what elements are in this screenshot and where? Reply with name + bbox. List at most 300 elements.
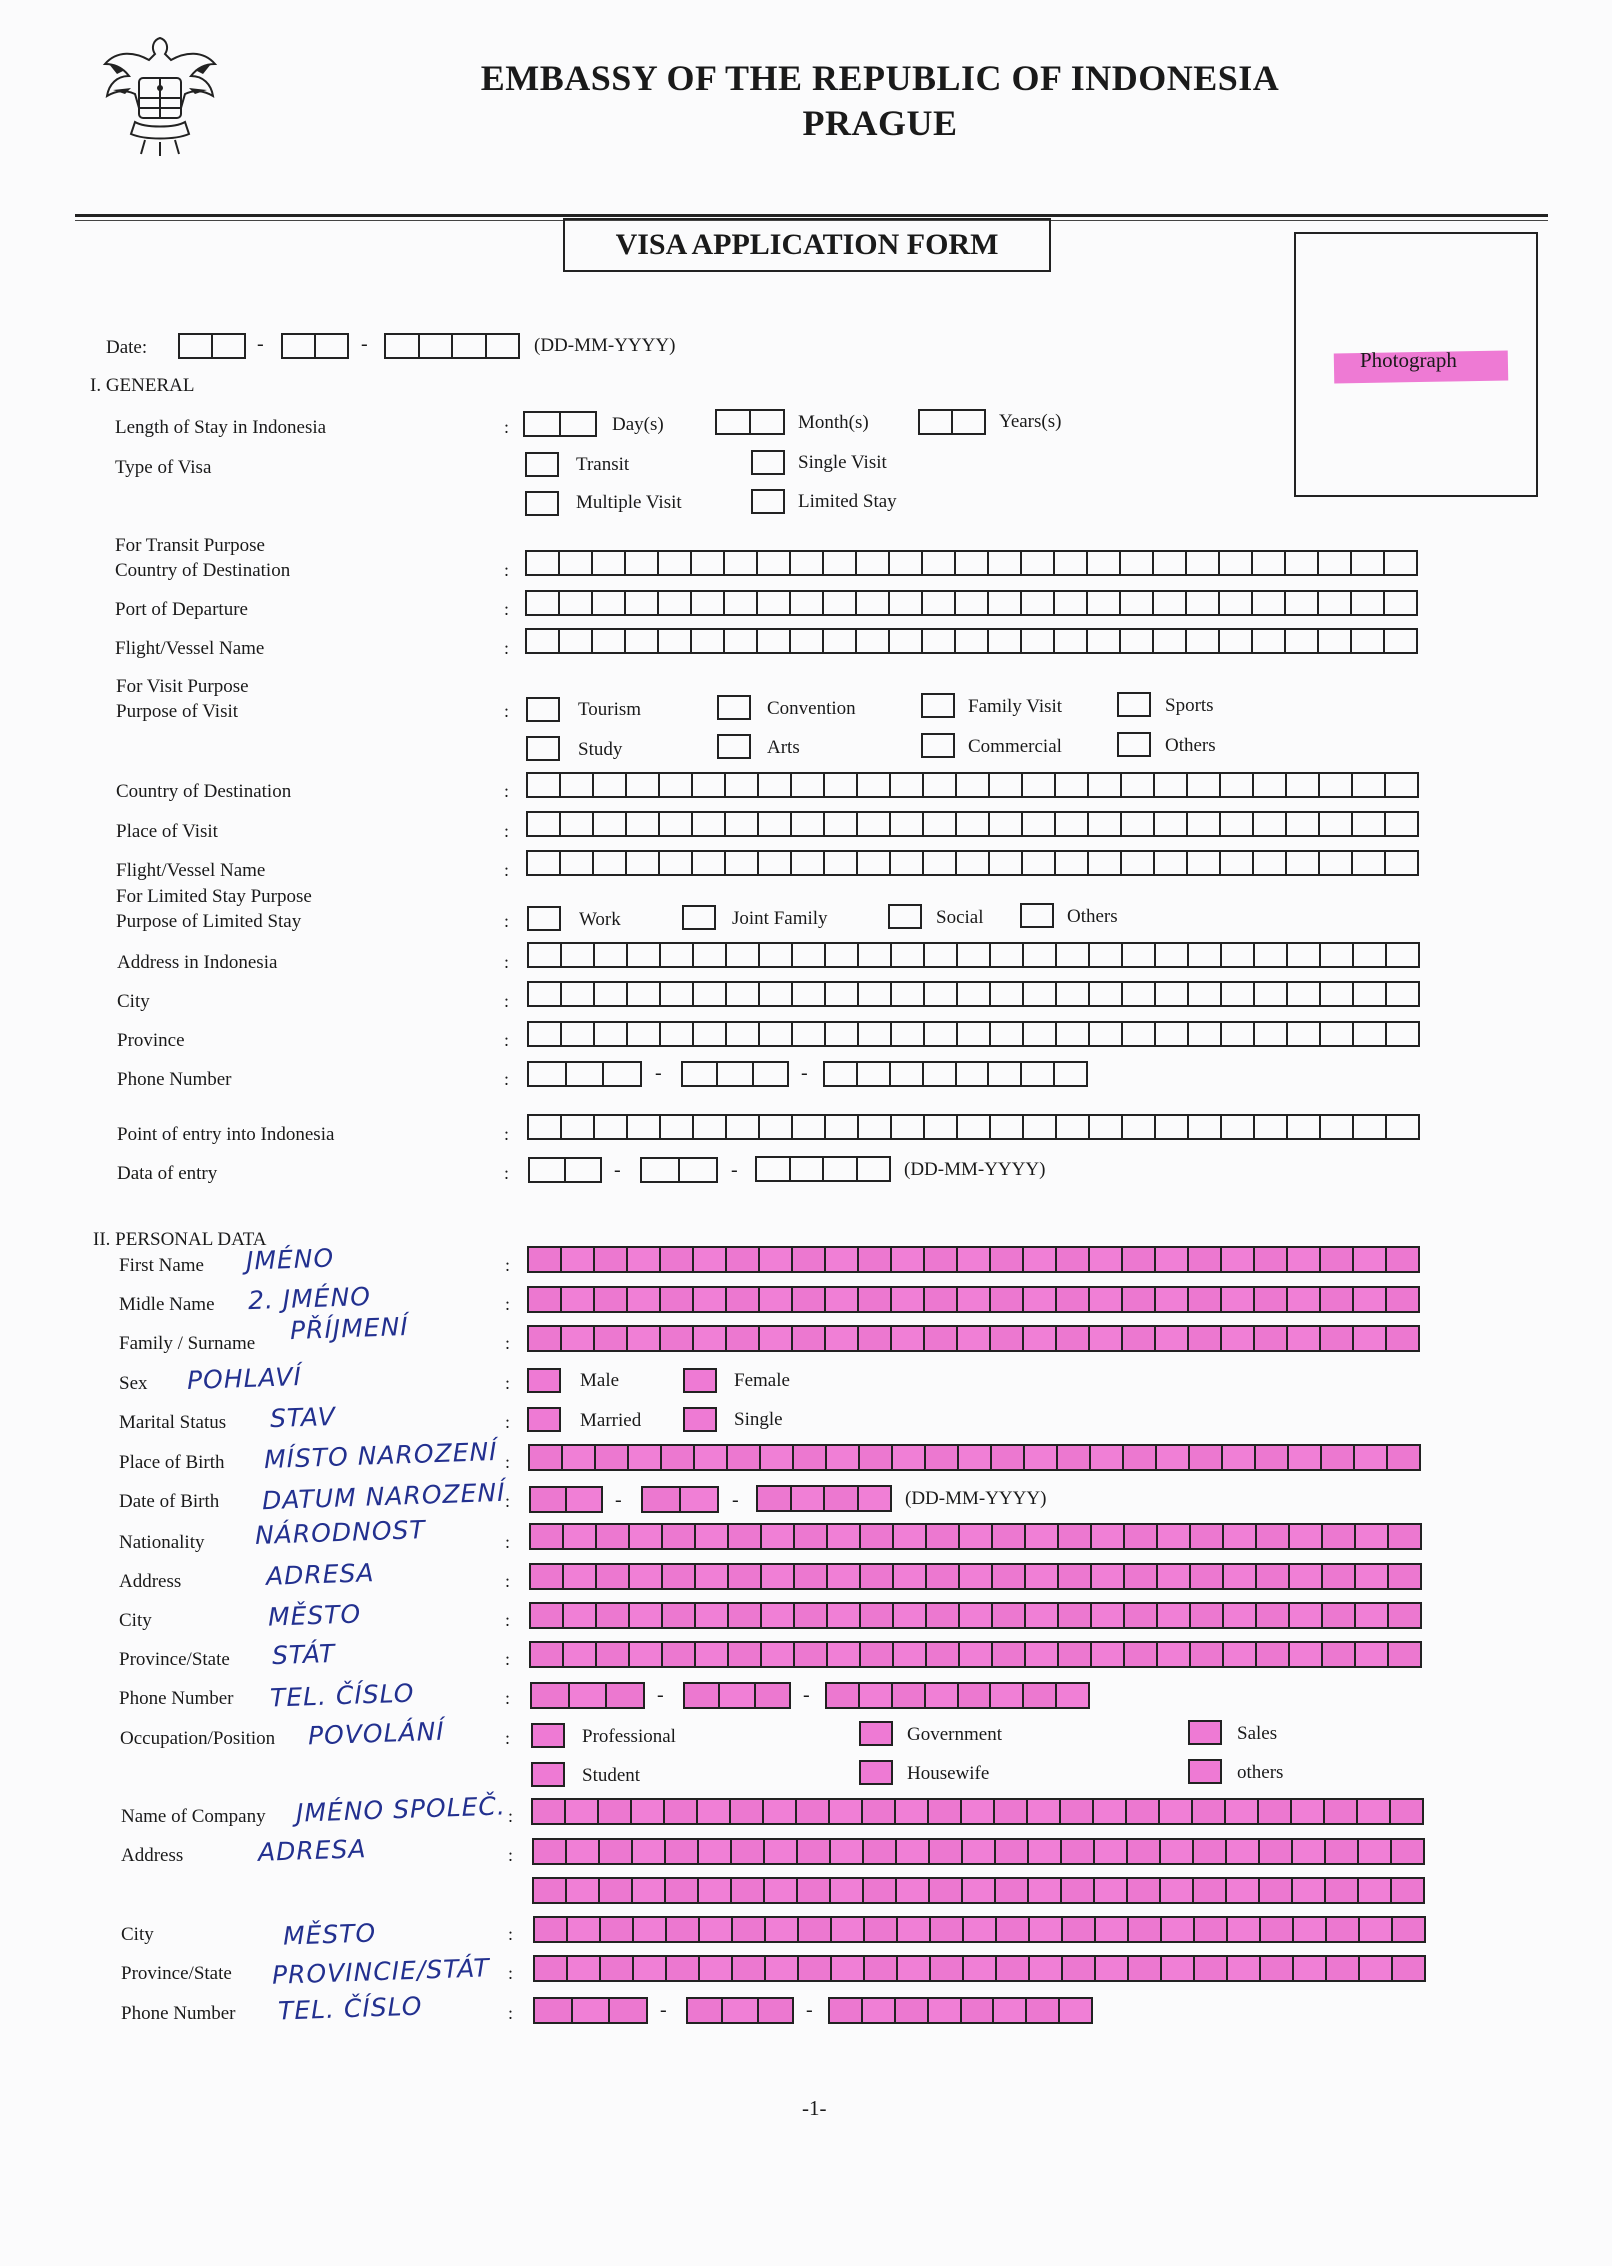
occupation-student-label: Student	[582, 1765, 641, 1786]
char-cell	[1123, 1602, 1156, 1629]
limited-work-checkbox[interactable]	[527, 906, 561, 931]
char-cell	[861, 1997, 894, 2024]
char-cell	[1253, 981, 1286, 1007]
char-cell	[1022, 942, 1055, 968]
char-cell	[1088, 1021, 1121, 1047]
char-cell	[659, 981, 692, 1007]
char-cell	[661, 1602, 694, 1629]
char-cell	[1251, 590, 1284, 616]
char-cell	[418, 333, 452, 359]
char-cell	[962, 1955, 995, 1982]
char-cell	[793, 1602, 826, 1629]
char-cell	[727, 1641, 760, 1668]
char-cell	[640, 1157, 678, 1183]
char-cell	[1121, 942, 1154, 968]
company-province-field[interactable]	[533, 1955, 1426, 1982]
char-cell	[1054, 850, 1087, 876]
char-cell	[694, 1641, 727, 1668]
char-cell	[1055, 1114, 1088, 1140]
point-of-entry-field[interactable]	[527, 1114, 1420, 1140]
char-cell	[571, 1997, 609, 2024]
char-cell	[1088, 1114, 1121, 1140]
visit-commercial-checkbox[interactable]	[921, 733, 955, 758]
visit-arts-checkbox[interactable]	[717, 734, 751, 759]
char-cell	[1185, 628, 1218, 654]
char-cell	[1126, 1838, 1159, 1865]
char-cell	[922, 772, 955, 798]
char-cell	[533, 1997, 571, 2024]
company-phone-field-1[interactable]	[533, 1997, 648, 2024]
char-cell	[863, 1955, 896, 1982]
indonesia-province-field[interactable]	[527, 1021, 1420, 1047]
char-cell	[692, 1325, 725, 1352]
char-cell	[632, 1955, 665, 1982]
transit-country-field[interactable]	[525, 550, 1418, 576]
place-of-visit-field[interactable]	[526, 811, 1419, 837]
indonesia-phone-field-3[interactable]	[823, 1061, 1088, 1087]
char-cell	[988, 811, 1021, 837]
char-cell	[1153, 811, 1186, 837]
char-cell	[560, 1246, 593, 1273]
char-cell	[725, 1021, 758, 1047]
char-cell	[211, 333, 246, 359]
char-cell	[1024, 1602, 1057, 1629]
char-cell	[1093, 1877, 1126, 1904]
char-cell	[1127, 1916, 1160, 1943]
colon: :	[508, 1924, 514, 1944]
char-cell	[1284, 590, 1317, 616]
dob-year-field[interactable]	[756, 1485, 892, 1512]
char-cell	[1351, 772, 1384, 798]
char-cell	[1220, 1246, 1253, 1273]
char-cell	[825, 1444, 858, 1471]
date-year-field[interactable]	[384, 333, 520, 359]
company-address-field-2[interactable]	[532, 1877, 1425, 1904]
char-cell	[855, 550, 888, 576]
section-general-heading: I. GENERAL	[90, 375, 195, 396]
char-cell	[1319, 1114, 1352, 1140]
stay-years-field[interactable]	[918, 409, 986, 435]
char-cell	[830, 1916, 863, 1943]
visit-study-checkbox[interactable]	[526, 736, 560, 761]
company-phone-field-2[interactable]	[686, 1997, 794, 2024]
address-in-indonesia-field[interactable]	[527, 942, 1420, 968]
char-cell	[924, 1682, 957, 1709]
char-cell	[1126, 1877, 1159, 1904]
char-cell	[1384, 811, 1419, 837]
indonesia-city-field[interactable]	[527, 981, 1420, 1007]
char-cell	[921, 628, 954, 654]
marital-married-checkbox[interactable]	[527, 1407, 561, 1432]
entry-year-field[interactable]	[755, 1156, 891, 1182]
char-cell	[1158, 1798, 1191, 1825]
char-cell	[756, 550, 789, 576]
place-of-birth-field[interactable]	[528, 1444, 1421, 1471]
char-cell	[1088, 981, 1121, 1007]
char-cell	[1057, 1563, 1090, 1590]
char-cell	[591, 628, 624, 654]
char-cell	[1258, 1838, 1291, 1865]
char-cell	[925, 1602, 958, 1629]
visit-tourism-checkbox[interactable]	[526, 697, 560, 722]
colon: :	[505, 1452, 511, 1472]
occupation-government-checkbox[interactable]	[859, 1721, 893, 1746]
char-cell	[1385, 1325, 1420, 1352]
colon: :	[504, 1069, 510, 1089]
char-cell	[987, 590, 1020, 616]
sex-female-checkbox[interactable]	[683, 1368, 717, 1393]
entry-month-field[interactable]	[640, 1157, 718, 1183]
char-cell	[1290, 1798, 1323, 1825]
char-cell	[562, 1602, 595, 1629]
char-cell	[958, 1523, 991, 1550]
colon: :	[504, 701, 510, 721]
visa-multiple-checkbox[interactable]	[525, 491, 559, 516]
char-cell	[697, 1877, 730, 1904]
char-cell	[957, 1444, 990, 1471]
char-cell	[1318, 811, 1351, 837]
char-cell	[595, 1523, 628, 1550]
char-cell	[1287, 1444, 1320, 1471]
char-cell	[314, 333, 349, 359]
char-cell	[789, 550, 822, 576]
char-cell	[826, 1523, 859, 1550]
occupation-others-checkbox[interactable]	[1188, 1759, 1222, 1784]
char-cell	[856, 811, 889, 837]
char-cell	[625, 811, 658, 837]
char-cell	[795, 1798, 828, 1825]
char-cell	[627, 1444, 660, 1471]
char-cell	[793, 1563, 826, 1590]
form-title-box	[563, 218, 1051, 272]
char-cell	[925, 1523, 958, 1550]
char-cell	[790, 1485, 824, 1512]
char-cell	[529, 1641, 562, 1668]
middle-name-field[interactable]	[527, 1286, 1420, 1313]
char-cell	[1325, 1916, 1358, 1943]
char-cell	[857, 1114, 890, 1140]
char-cell	[1119, 590, 1152, 616]
char-cell	[1192, 1838, 1225, 1865]
char-cell	[791, 1021, 824, 1047]
date-month-field[interactable]	[281, 333, 349, 359]
limited-work-label: Work	[579, 909, 621, 930]
char-cell	[1055, 1286, 1088, 1313]
char-cell	[1024, 1523, 1057, 1550]
char-cell	[1358, 1916, 1391, 1943]
char-cell	[723, 590, 756, 616]
char-cell	[1288, 1563, 1321, 1590]
indonesia-phone-field-2[interactable]	[681, 1061, 789, 1087]
char-cell	[628, 1641, 661, 1668]
occupation-professional-checkbox[interactable]	[531, 1723, 565, 1748]
limited-others-checkbox[interactable]	[1020, 903, 1054, 928]
char-cell	[1317, 550, 1350, 576]
first-name-field[interactable]	[527, 1246, 1420, 1273]
char-cell	[951, 409, 986, 435]
flight-vessel-field-1[interactable]	[525, 628, 1418, 654]
occupation-sales-checkbox[interactable]	[1188, 1720, 1222, 1745]
entry-dash-2: -	[731, 1159, 738, 1181]
char-cell	[863, 1916, 896, 1943]
handwritten-place-of-birth: MÍSTO NAROZENÍ	[263, 1436, 498, 1475]
colon: :	[508, 1806, 514, 1826]
char-cell	[730, 1877, 763, 1904]
char-cell	[1384, 772, 1419, 798]
char-cell	[1252, 850, 1285, 876]
char-cell	[929, 1955, 962, 1982]
char-cell	[628, 1602, 661, 1629]
visit-others-checkbox[interactable]	[1117, 732, 1151, 757]
char-cell	[1189, 1523, 1222, 1550]
marital-single-checkbox[interactable]	[683, 1407, 717, 1432]
char-cell	[1220, 1114, 1253, 1140]
occupation-sales-label: Sales	[1237, 1723, 1278, 1744]
char-cell	[789, 590, 822, 616]
char-cell	[1185, 590, 1218, 616]
visa-single-checkbox[interactable]	[751, 450, 785, 475]
section-personal-heading: II. PERSONAL DATA	[93, 1229, 267, 1250]
char-cell	[1354, 1523, 1387, 1550]
char-cell	[890, 1021, 923, 1047]
char-cell	[558, 550, 591, 576]
char-cell	[857, 1286, 890, 1313]
date-day-field[interactable]	[178, 333, 246, 359]
char-cell	[1317, 590, 1350, 616]
char-cell	[1087, 850, 1120, 876]
char-cell	[1286, 1246, 1319, 1273]
char-cell	[1387, 1641, 1422, 1668]
char-cell	[1022, 1286, 1055, 1313]
char-cell	[721, 1997, 756, 2024]
flight-vessel-field-2[interactable]	[526, 850, 1419, 876]
char-cell	[823, 1485, 857, 1512]
stay-months-field[interactable]	[715, 409, 785, 435]
dob-month-field[interactable]	[641, 1486, 719, 1513]
char-cell	[1390, 1877, 1425, 1904]
char-cell	[1055, 1682, 1090, 1709]
colon: :	[504, 599, 510, 619]
char-cell	[1387, 1563, 1422, 1590]
char-cell	[954, 590, 987, 616]
occupation-student-checkbox[interactable]	[531, 1762, 565, 1787]
char-cell	[894, 1997, 927, 2024]
char-cell	[1218, 628, 1251, 654]
char-cell	[955, 1061, 988, 1087]
nationality-field[interactable]	[529, 1523, 1422, 1550]
char-cell	[698, 1955, 731, 1982]
char-cell	[1154, 1114, 1187, 1140]
char-cell	[856, 772, 889, 798]
char-cell	[1054, 772, 1087, 798]
char-cell	[725, 1286, 758, 1313]
char-cell	[679, 1486, 719, 1513]
char-cell	[958, 1641, 991, 1668]
char-cell	[631, 1838, 664, 1865]
visit-family-checkbox[interactable]	[921, 693, 955, 718]
char-cell	[856, 1156, 892, 1182]
char-cell	[1286, 942, 1319, 968]
limited-joint-family-checkbox[interactable]	[682, 905, 716, 930]
visa-transit-checkbox[interactable]	[525, 452, 559, 477]
occupation-housewife-checkbox[interactable]	[859, 1760, 893, 1785]
indonesia-phone-field-1[interactable]	[527, 1061, 642, 1087]
char-cell	[1089, 1444, 1122, 1471]
char-cell	[1222, 1602, 1255, 1629]
char-cell	[1259, 1916, 1292, 1943]
char-cell	[1286, 1114, 1319, 1140]
char-cell	[1021, 811, 1054, 837]
char-cell	[1224, 1798, 1257, 1825]
char-cell	[1152, 590, 1185, 616]
char-cell	[1020, 550, 1053, 576]
char-cell	[697, 1838, 730, 1865]
char-cell	[593, 942, 626, 968]
char-cell	[1225, 1877, 1258, 1904]
char-cell	[957, 1682, 990, 1709]
char-cell	[1122, 1444, 1155, 1471]
char-cell	[1387, 1523, 1422, 1550]
purpose-of-limited-stay-label: Purpose of Limited Stay	[116, 911, 302, 932]
char-cell	[826, 1563, 859, 1590]
dob-dash-1: -	[615, 1489, 622, 1511]
char-cell	[924, 1444, 957, 1471]
char-cell	[1154, 1021, 1187, 1047]
char-cell	[862, 1838, 895, 1865]
visit-convention-checkbox[interactable]	[717, 695, 751, 720]
char-cell	[1284, 550, 1317, 576]
char-cell	[565, 1486, 603, 1513]
company-name-field[interactable]	[531, 1798, 1424, 1825]
char-cell	[526, 850, 559, 876]
first-name-label: First Name	[119, 1255, 204, 1276]
char-cell	[791, 942, 824, 968]
char-cell	[657, 590, 690, 616]
char-cell	[1152, 550, 1185, 576]
char-cell	[564, 1157, 602, 1183]
province-state-label: Province/State	[119, 1649, 230, 1670]
char-cell	[1154, 1286, 1187, 1313]
photograph-box[interactable]	[1294, 232, 1538, 497]
char-cell	[1024, 1641, 1057, 1668]
char-cell	[754, 1682, 791, 1709]
date-of-birth-label: Date of Birth	[119, 1491, 220, 1512]
company-address-field-1[interactable]	[532, 1838, 1425, 1865]
entry-day-field[interactable]	[528, 1157, 602, 1183]
char-cell	[1090, 1563, 1123, 1590]
char-cell	[1053, 590, 1086, 616]
char-cell	[562, 1641, 595, 1668]
char-cell	[591, 590, 624, 616]
char-cell	[562, 1563, 595, 1590]
limited-social-label: Social	[936, 907, 984, 928]
phone-field-2[interactable]	[683, 1682, 791, 1709]
char-cell	[1284, 628, 1317, 654]
char-cell	[1088, 1286, 1121, 1313]
photograph-label: Photograph	[1360, 348, 1457, 372]
char-cell	[995, 1916, 1028, 1943]
company-address-label: Address	[121, 1845, 184, 1866]
char-cell	[1291, 1838, 1324, 1865]
char-cell	[678, 1157, 718, 1183]
sex-male-checkbox[interactable]	[527, 1368, 561, 1393]
char-cell	[1389, 1798, 1424, 1825]
province-state-field[interactable]	[529, 1641, 1422, 1668]
phone-dash: -	[657, 1684, 664, 1706]
char-cell	[529, 1563, 562, 1590]
char-cell	[990, 1444, 1023, 1471]
char-cell	[1187, 1021, 1220, 1047]
char-cell	[1253, 942, 1286, 968]
phone-dash: -	[655, 1062, 662, 1084]
char-cell	[626, 1114, 659, 1140]
char-cell	[823, 850, 856, 876]
char-cell	[762, 1798, 795, 1825]
handwritten-surname: PŘÍJMENÍ	[289, 1311, 410, 1346]
char-cell	[593, 1021, 626, 1047]
char-cell	[1357, 1838, 1390, 1865]
char-cell	[723, 550, 756, 576]
char-cell	[566, 1955, 599, 1982]
char-cell	[527, 1286, 560, 1313]
char-cell	[1028, 1916, 1061, 1943]
char-cell	[1383, 550, 1418, 576]
limited-social-checkbox[interactable]	[888, 904, 922, 929]
char-cell	[559, 772, 592, 798]
char-cell	[890, 1246, 923, 1273]
char-cell	[1086, 628, 1119, 654]
address-field[interactable]	[529, 1563, 1422, 1590]
char-cell	[624, 550, 657, 576]
char-cell	[989, 1246, 1022, 1273]
char-cell	[989, 1325, 1022, 1352]
char-cell	[756, 590, 789, 616]
char-cell	[1221, 1444, 1254, 1471]
char-cell	[791, 981, 824, 1007]
port-of-departure-field[interactable]	[525, 590, 1418, 616]
visit-country-field[interactable]	[526, 772, 1419, 798]
char-cell	[665, 1916, 698, 1943]
company-phone-field-3[interactable]	[828, 1997, 1093, 2024]
char-cell	[823, 772, 856, 798]
char-cell	[1383, 628, 1418, 654]
visit-sports-checkbox[interactable]	[1117, 692, 1151, 717]
dob-day-field[interactable]	[529, 1486, 603, 1513]
stay-days-field[interactable]	[523, 411, 597, 437]
visa-limited-checkbox[interactable]	[751, 489, 785, 514]
phone-field-1[interactable]	[530, 1682, 645, 1709]
char-cell	[725, 1114, 758, 1140]
surname-field[interactable]	[527, 1325, 1420, 1352]
visit-tourism-label: Tourism	[578, 699, 642, 720]
char-cell	[856, 1061, 889, 1087]
char-cell	[1255, 1602, 1288, 1629]
sex-label: Sex	[119, 1373, 148, 1394]
char-cell	[1156, 1641, 1189, 1668]
char-cell	[824, 1246, 857, 1273]
char-cell	[694, 1523, 727, 1550]
city-field[interactable]	[529, 1602, 1422, 1629]
header-rule	[75, 214, 1548, 217]
char-cell	[989, 1682, 1022, 1709]
company-city-field[interactable]	[533, 1916, 1426, 1943]
phone-field-3[interactable]	[825, 1682, 1090, 1709]
handwritten-state: STÁT	[271, 1638, 336, 1671]
char-cell	[993, 1798, 1026, 1825]
char-cell	[1321, 1563, 1354, 1590]
char-cell	[626, 942, 659, 968]
date-dash-1: -	[257, 333, 264, 355]
